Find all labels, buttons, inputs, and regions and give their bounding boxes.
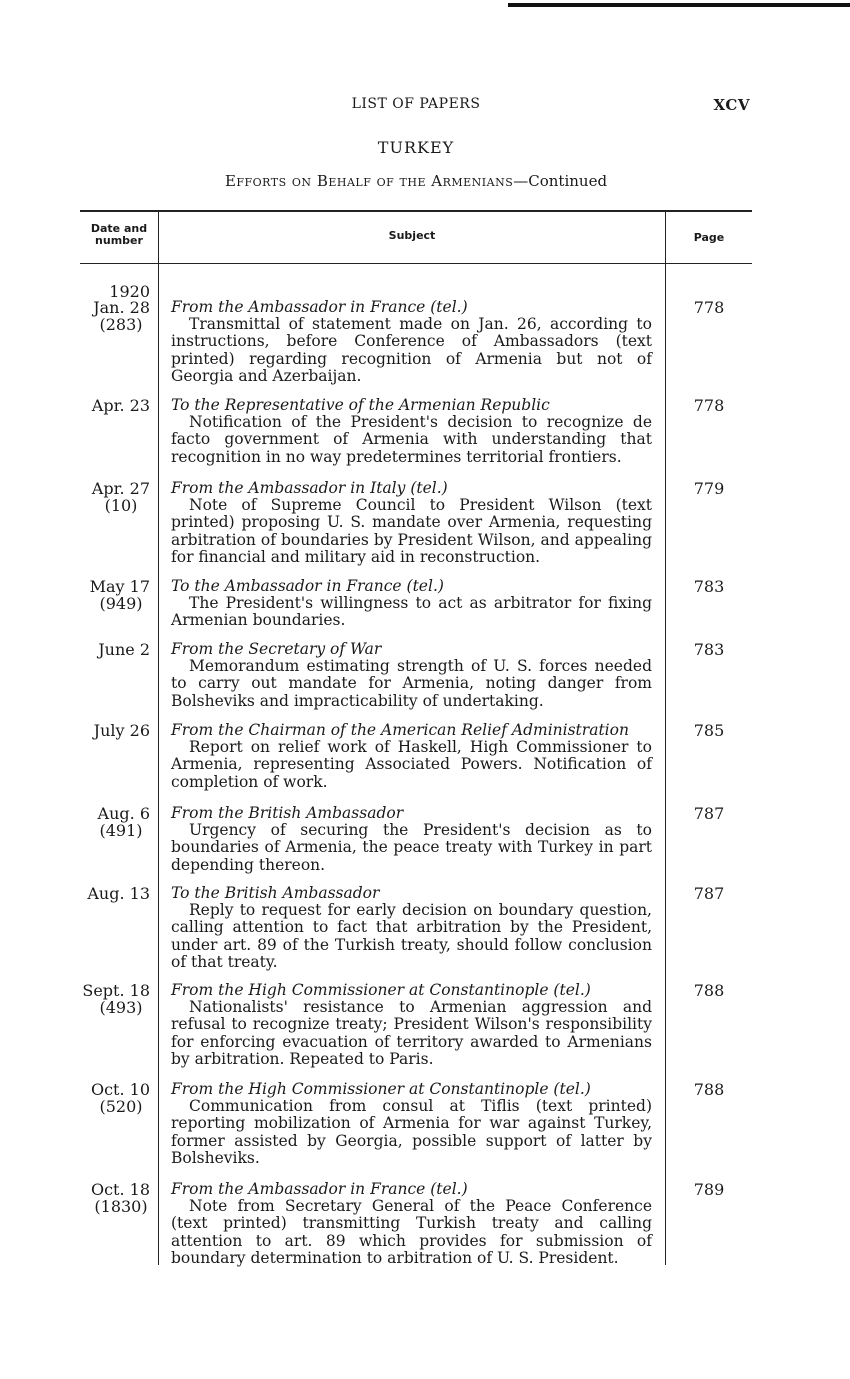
entry-date bbox=[78, 722, 150, 739]
entry-description: Nationalists' resistance to Armenian aggression and refusal to recognize treaty; President Wilson's responsibility for enforcing evacuation of territory awarded to Armenians by arbitration. Repeated to Paris. bbox=[171, 998, 652, 1068]
entry-description: Transmittal of statement made on Jan. 26, according to instructions, before Conference of Ambassadors (text printed) regarding recognition of Armenia but not of Georgia and Azerbaijan. bbox=[171, 315, 652, 385]
entry-description: Reply to request for early decision on boundary question, calling attention to fact that arbitration by the President, under art. 89 of the Turkish treaty, should follow conclusion of that treaty. bbox=[171, 901, 652, 971]
entry-heading: From the British Ambassador bbox=[171, 804, 404, 822]
entry-page: 783 bbox=[693, 640, 725, 659]
entry-date-label: Jan. 28 bbox=[93, 298, 150, 317]
entry-page: 788 bbox=[693, 1080, 725, 1099]
table-header-rule bbox=[80, 263, 752, 264]
entry-number: (520) bbox=[99, 1097, 143, 1116]
table-top-rule bbox=[80, 210, 752, 212]
entry-heading: From the High Commissioner at Constantinople (tel.) bbox=[171, 1080, 591, 1098]
entry-page: 787 bbox=[693, 804, 725, 823]
year-label: 1920 bbox=[109, 282, 150, 301]
entry-subject bbox=[171, 1181, 652, 1267]
entry-date bbox=[78, 480, 150, 514]
entry-date-label: Aug. 13 bbox=[87, 884, 150, 903]
entry-page: 778 bbox=[693, 396, 725, 415]
entry-heading: From the Chairman of the American Relief Administration bbox=[171, 721, 629, 739]
entry-heading: From the Ambassador in France (tel.) bbox=[171, 298, 468, 316]
entry-description: Urgency of securing the President's decision as to boundaries of Armenia, the peace treaty with Turkey in part depending thereon. bbox=[171, 821, 652, 874]
entry-description: Note of Supreme Council to President Wilson (text printed) proposing U. S. mandate over Armenia, requesting arbitration of boundaries by President Wilson, and appealing for financial and military aid in reconstruction. bbox=[171, 496, 652, 566]
entry-page: 789 bbox=[693, 1180, 725, 1199]
section-title bbox=[80, 172, 752, 190]
entry-heading: To the British Ambassador bbox=[171, 884, 380, 902]
entry-subject bbox=[171, 885, 652, 971]
entry-date-label: Oct. 18 bbox=[90, 1180, 150, 1199]
entry-subject bbox=[171, 641, 652, 710]
entry-subject bbox=[171, 397, 652, 466]
entry-subject bbox=[171, 480, 652, 566]
entry-page: 787 bbox=[693, 884, 725, 903]
running-header bbox=[80, 96, 752, 118]
entry-subject bbox=[171, 805, 652, 874]
entry-number: (949) bbox=[99, 594, 143, 613]
section-title-suffix: —Continued bbox=[513, 172, 608, 190]
entry-number: (1830) bbox=[94, 1197, 148, 1216]
entry-subject bbox=[171, 1081, 652, 1167]
column-divider-right bbox=[665, 211, 666, 1265]
entry-date-label: Sept. 18 bbox=[82, 981, 150, 1000]
entry-description: Note from Secretary General of the Peace Conference (text printed) transmitting Turkish treaty and calling attention to art. 89 which provides for submission of boundary determination to arbitration of U. S. President. bbox=[171, 1197, 652, 1267]
entry-date-label: Oct. 10 bbox=[90, 1080, 150, 1099]
entry-heading: From the High Commissioner at Constantinople (tel.) bbox=[171, 981, 591, 999]
entry-date bbox=[78, 578, 150, 612]
column-header-subject: Subject bbox=[388, 229, 436, 242]
entry-description: Report on relief work of Haskell, High Commissioner to Armenia, representing Associated Powers. Notification of completion of work. bbox=[171, 738, 652, 791]
entry-heading: From the Secretary of War bbox=[171, 640, 382, 658]
entry-page: 778 bbox=[693, 298, 725, 317]
entry-description: Notification of the President's decision to recognize de facto government of Armenia with understanding that recognition in no way predetermines territorial frontiers. bbox=[171, 413, 652, 466]
entry-page: 779 bbox=[693, 479, 725, 498]
entry-date bbox=[78, 397, 150, 414]
entry-subject bbox=[171, 982, 652, 1068]
entry-subject bbox=[171, 578, 652, 630]
entry-date bbox=[78, 299, 150, 333]
country-title: TURKEY bbox=[377, 138, 455, 157]
entry-number: (10) bbox=[104, 496, 138, 515]
column-divider-left bbox=[158, 211, 159, 1265]
entry-date-label: June 2 bbox=[98, 640, 150, 659]
entry-date-label: July 26 bbox=[93, 721, 150, 740]
entry-description: Communication from consul at Tiflis (text printed) reporting mobilization of Armenia for war against Turkey, former assisted by Georgia, possible support of latter by Bolsheviks. bbox=[171, 1097, 652, 1167]
entry-date bbox=[78, 641, 150, 658]
top-edge-rule bbox=[508, 3, 850, 7]
entry-heading: To the Representative of the Armenian Republic bbox=[171, 396, 550, 414]
entry-heading: From the Ambassador in Italy (tel.) bbox=[171, 479, 448, 497]
entry-heading: From the Ambassador in France (tel.) bbox=[171, 1180, 468, 1198]
entry-subject bbox=[171, 299, 652, 385]
entry-date bbox=[78, 805, 150, 839]
entry-date-label: May 17 bbox=[89, 577, 150, 596]
entry-date-label: Aug. 6 bbox=[97, 804, 150, 823]
section-title-main: Efforts on Behalf of the Armenians bbox=[224, 172, 514, 190]
entry-description: The President's willingness to act as arbitrator for fixing Armenian boundaries. bbox=[171, 594, 652, 630]
entry-date bbox=[78, 1181, 150, 1215]
entry-description: Memorandum estimating strength of U. S. forces needed to carry out mandate for Armenia, noting danger from Bolsheviks and impracticability of undertaking. bbox=[171, 657, 652, 710]
entry-heading: To the Ambassador in France (tel.) bbox=[171, 577, 444, 595]
entry-number: (491) bbox=[99, 821, 143, 840]
entry-date bbox=[78, 982, 150, 1016]
page-numeral: XCV bbox=[713, 96, 750, 114]
running-title: LIST OF PAPERS bbox=[351, 96, 481, 112]
entry-number: (493) bbox=[99, 998, 143, 1017]
entry-date bbox=[78, 1081, 150, 1115]
column-header-page: Page bbox=[693, 231, 725, 244]
entry-subject bbox=[171, 722, 652, 791]
entry-page: 785 bbox=[693, 721, 725, 740]
column-header-date: Date and number bbox=[90, 222, 148, 247]
entry-number: (283) bbox=[99, 315, 143, 334]
entry-page: 783 bbox=[693, 577, 725, 596]
entry-date-label: Apr. 23 bbox=[91, 396, 150, 415]
entry-date bbox=[78, 885, 150, 902]
entry-date-label: Apr. 27 bbox=[91, 479, 150, 498]
entry-page: 788 bbox=[693, 981, 725, 1000]
